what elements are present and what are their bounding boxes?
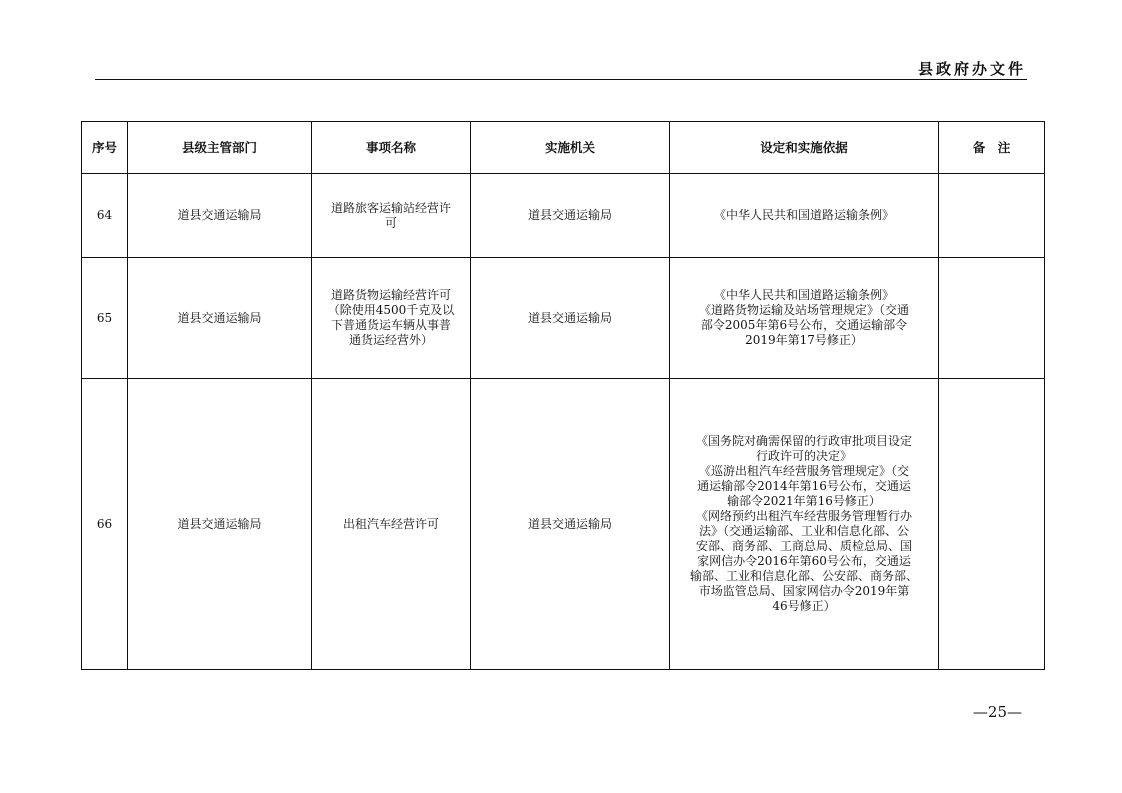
cell-dept: 道县交通运输局 — [128, 258, 312, 379]
header-divider — [95, 79, 1027, 80]
basis-line: 《中华人民共和国道路运输条例》 — [713, 208, 894, 222]
column-header-item: 事项名称 — [312, 122, 471, 174]
table-row — [82, 174, 1045, 258]
item-line: 出租汽车经营许可 — [342, 516, 439, 531]
page-number: —25— — [972, 703, 1022, 721]
basis-line: 《网络预约出租汽车经营服务管理暂行办 — [695, 509, 912, 523]
basis-line: 输部令2021年第16号修正） — [727, 494, 881, 508]
column-header-no: 序号 — [82, 122, 128, 174]
table-row — [82, 258, 1045, 379]
cell-remark — [939, 379, 1045, 670]
cell-no: 65 — [82, 258, 128, 379]
basis-line: 行政许可的决定》 — [755, 449, 852, 463]
cell-no: 64 — [82, 174, 128, 258]
basis-line: 部令2005年第6号公布，交通运输部令 — [700, 318, 908, 332]
basis-line: 《巡游出租汽车经营服务管理规定》（交 — [698, 464, 909, 478]
cell-no: 66 — [82, 379, 128, 670]
document-header-title: 县政府办文件 — [917, 60, 1026, 78]
item-line: 通货运经营外） — [348, 333, 433, 347]
column-header-basis: 设定和实施依据 — [670, 122, 939, 174]
item-line: （除使用4500千克及以 — [327, 303, 455, 317]
basis-line: 法》（交通运输部、工业和信息化部、公 — [698, 524, 909, 538]
column-header-dept: 县级主管部门 — [128, 122, 312, 174]
basis-line: 2019年第17号修正） — [745, 333, 863, 347]
basis-line: 家网信办令2016年第60号公布，交通运 — [697, 554, 911, 568]
table-header-row — [82, 122, 1045, 174]
approval-items-table — [81, 121, 1045, 670]
basis-line: 《国务院对确需保留的行政审批项目设定 — [695, 434, 912, 448]
item-line: 可 — [384, 215, 397, 230]
cell-remark — [939, 258, 1045, 379]
cell-basis — [670, 174, 939, 258]
cell-item — [312, 258, 471, 379]
column-header-remark: 备 注 — [939, 122, 1045, 174]
basis-line: 通运输部令2014年第16号公布，交通运 — [697, 479, 911, 493]
cell-agency: 道县交通运输局 — [471, 174, 670, 258]
table-row — [82, 379, 1045, 670]
cell-agency: 道县交通运输局 — [471, 379, 670, 670]
cell-basis — [670, 258, 939, 379]
column-header-agency: 实施机关 — [471, 122, 670, 174]
item-line: 道路货物运输经营许可 — [330, 288, 451, 302]
basis-line: 安部、商务部、工商总局、质检总局、国 — [695, 539, 912, 553]
basis-line: 46号修正） — [772, 599, 836, 613]
basis-line: 市场监管总局、国家网信办令2019年第 — [698, 584, 910, 598]
cell-basis — [670, 379, 939, 670]
item-line: 道路旅客运输站经营许 — [330, 200, 451, 215]
cell-item — [312, 379, 471, 670]
cell-agency: 道县交通运输局 — [471, 258, 670, 379]
cell-dept: 道县交通运输局 — [128, 174, 312, 258]
cell-dept: 道县交通运输局 — [128, 379, 312, 670]
item-line: 下普通货运车辆从事普 — [330, 318, 451, 332]
basis-line: 输部、工业和信息化部、公安部、商务部、 — [689, 569, 918, 583]
cell-remark — [939, 174, 1045, 258]
cell-item — [312, 174, 471, 258]
basis-line: 《道路货物运输及站场管理规定》（交通 — [698, 303, 909, 317]
basis-line: 《中华人民共和国道路运输条例》 — [713, 288, 894, 302]
